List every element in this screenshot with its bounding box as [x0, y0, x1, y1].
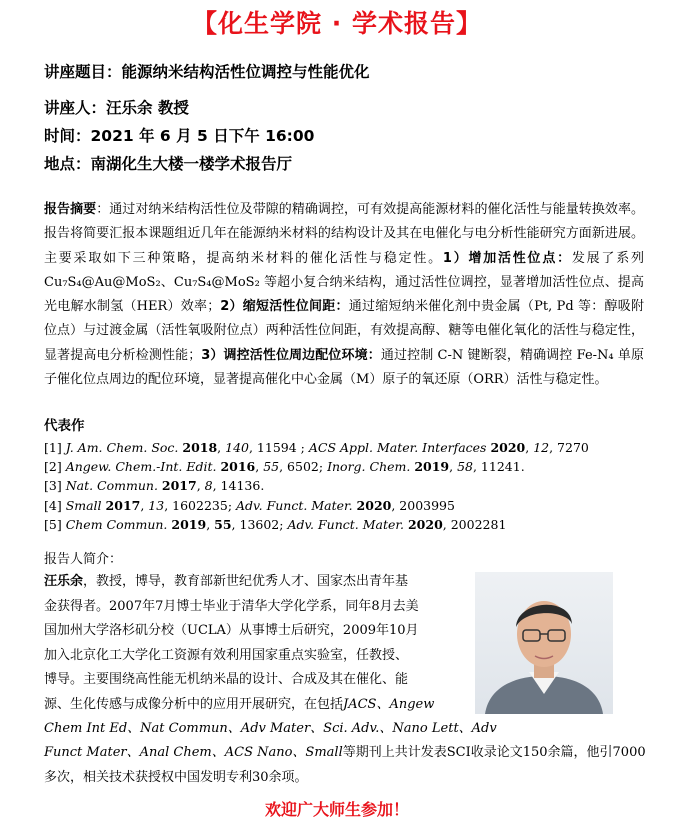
welcome-message: 欢迎广大师生参加！: [264, 800, 409, 819]
reference-item: [3] Nat. Commun. 2017, 8, 14136.: [44, 478, 265, 494]
reference-list: [44, 438, 654, 534]
reference-item: [1] J. Am. Chem. Soc. 2018, 140, 11594 ; ACS Appl. Mater. Interfaces 2020, 12, 7270: [44, 440, 589, 455]
bio-paragraph-end: Funct Mater、Anal Chem、ACS Nano、Small等期刊上共计发表SCI收录论文150余篇，他引7000 多次，相关技术获授权中国发明专利30余项。: [44, 745, 646, 785]
abstract-paragraph: 报告摘要：通过对纳米结构活性位及带隙的精确调控，可有效提高能源材料的催化活性与能量转换效率。报告将简要汇报本课题组近几年在能源纳米材料的结构设计及其在电催化与电分析性能研究方面新进展。主要采取如下三种策略，提高纳米材料的催化活性与稳定性。1）增加活性位点：发展了系列 Cu₇S₄@Au@MoS₂、Cu₇S₄@MoS₂ 等超小复合纳米结构，通过活性位调控，显著增加活性位点、提高光电解水制氢（HER）效率；2）缩短活性位间距：通过缩短纳米催化剂中贵金属（Pt, Pd 等：醇吸附位点）与过渡金属（活性氧吸附位点）两种活性位间距，有效提高醇、糖等电催化氧化的活性与稳定性，显著提高电分析检测性能；3）调控活性位周边配位环境：通过控制 C-N 键断裂，精确调控 Fe-N₄ 单原子催化位点周边的配位环境，显著提高催化中心金属（M）原子的氧还原（ORR）活性与稳定性。: [44, 202, 644, 388]
representative-works-heading: 代表作: [44, 418, 85, 434]
lecture-place: 地点：南湖化生大楼一楼学术报告厅: [44, 155, 293, 173]
lecture-topic: 讲座题目：能源纳米结构活性位调控与性能优化: [44, 63, 370, 81]
reference-item: [2] Angew. Chem.-Int. Edit. 2016, 55, 6502; Inorg. Chem. 2019, 58, 11241.: [44, 459, 525, 475]
poster-title: 【化生学院 · 学术报告】: [192, 9, 482, 38]
reference-item: [4] Small 2017, 13, 1602235; Adv. Funct. Mater. 2020, 2003995: [44, 497, 455, 513]
abstract-label: 报告摘要: [44, 202, 97, 217]
lecture-time: 时间：2021 年 6 月 5 日下午 16:00: [44, 127, 315, 145]
speaker-name: 汪乐余: [44, 574, 84, 589]
strategy-1-label: 增加活性位点：: [468, 250, 572, 266]
reference-item: [5] Chem Commun. 2019, 55, 13602; Adv. Funct. Mater. 2020, 2002281: [44, 516, 507, 532]
lecture-speaker: 讲座人：汪乐余 教授: [44, 99, 189, 117]
speaker-photo: [475, 572, 613, 714]
bio-heading: 报告人简介：: [44, 552, 123, 567]
strategy-3-label: 3）调控: [201, 347, 250, 363]
strategy-2-label: 2）缩短活性位间距：: [220, 299, 349, 315]
bio-paragraph: 汪乐余，教授，博导，教育部新世纪优秀人才、国家杰出青年基 金获得者。2007年7月博士毕业于清华大学化学系，同年8月去美 国加州大学洛杉矶分校（UCLA）从事博士后研究，2009年10月 加入北京化工大学化工资源有效利用国家重点实验室，任教授、 博导。主要围绕高性能无机纳米晶的设计、合成及其在催化、能 源、生化传感与成像分析中的应用开展研究，在包括JACS、Angew Chem Int Ed、Nat Commun、Adv Mater、Sci. Adv.、Nano Lett、Adv: [44, 574, 497, 736]
